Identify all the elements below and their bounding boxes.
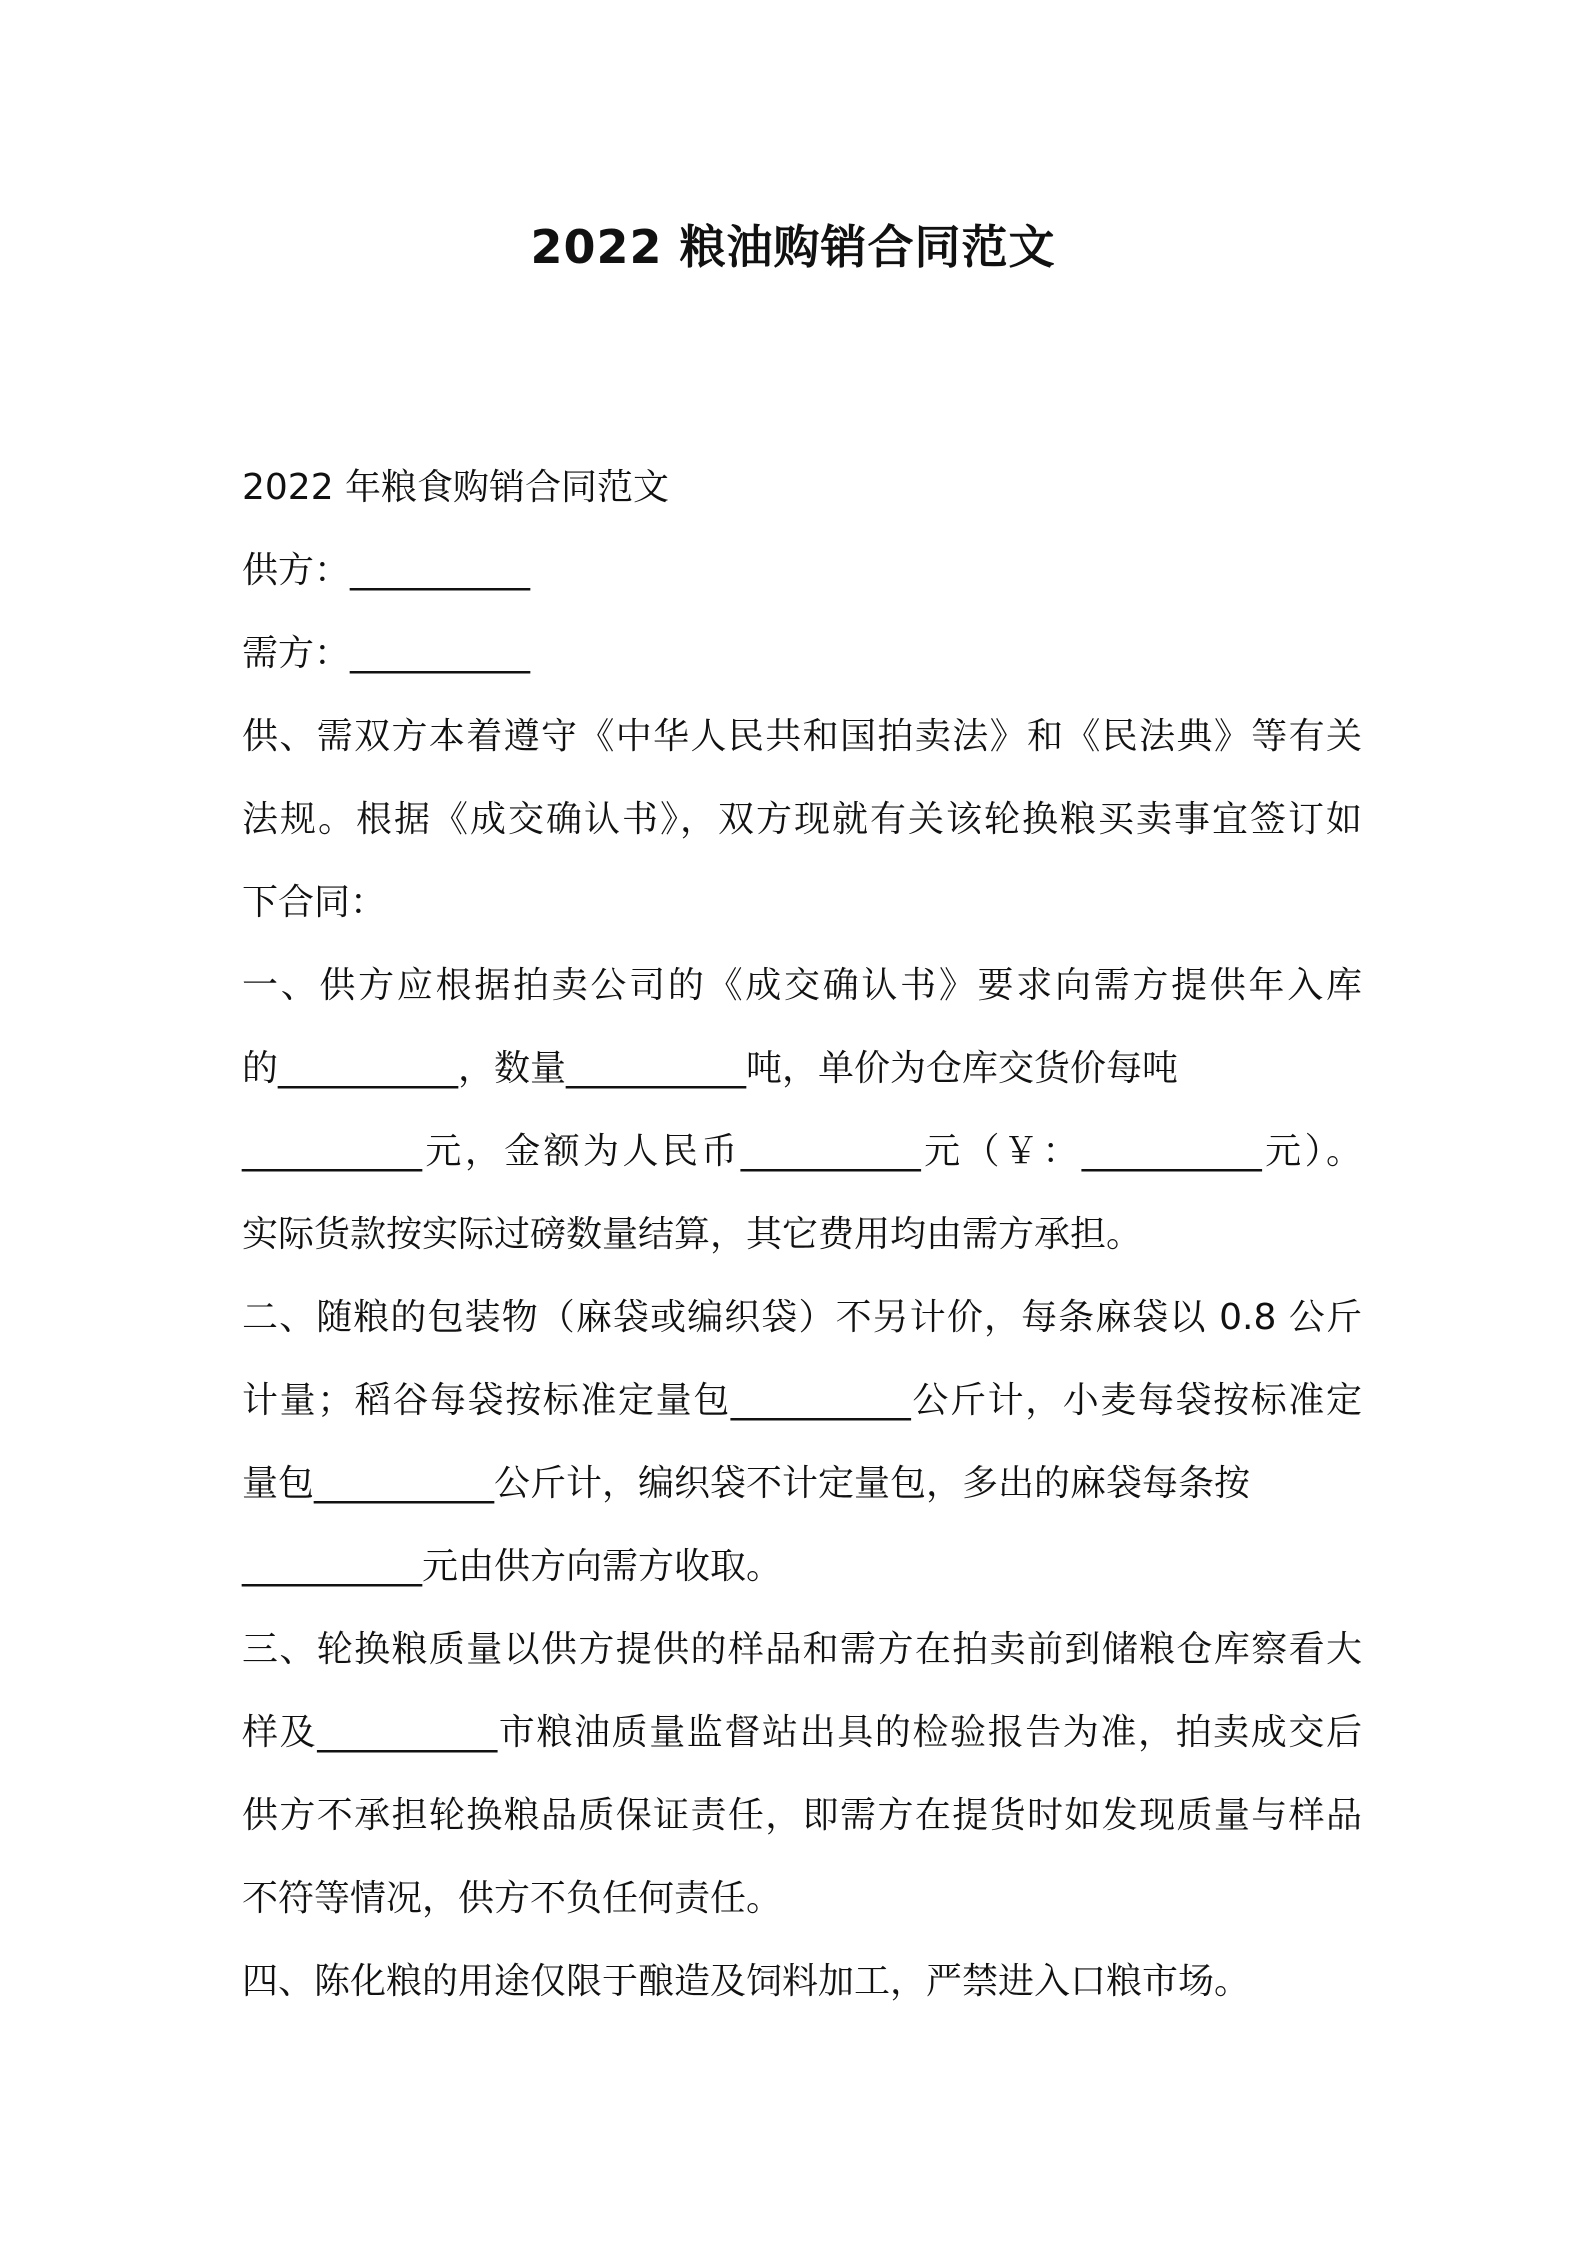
clause-2-line-1: 二、随粮的包装物（麻袋或编织袋）不另计价，每条麻袋以 0.8 公斤	[242, 1297, 1362, 1338]
clause-2-line-3: 量包__________公斤计，编织袋不计定量包，多出的麻袋每条按	[242, 1463, 1251, 1504]
clause-2-line-4: __________元由供方向需方收取。	[242, 1546, 783, 1587]
document-body	[242, 446, 1362, 2023]
clause-1-line-1: 一、供方应根据拍卖公司的《成交确认书》要求向需方提供年入库	[242, 965, 1362, 1006]
clause-1-line-4: 实际货款按实际过磅数量结算，其它费用均由需方承担。	[242, 1214, 1143, 1255]
intro-line-1: 供、需双方本着遵守《中华人民共和国拍卖法》和《民法典》等有关	[242, 716, 1362, 757]
clause-4-line-1: 四、陈化粮的用途仅限于酿造及饲料加工，严禁进入口粮市场。	[242, 1961, 1251, 2002]
clause-3-line-2: 样及__________市粮油质量监督站出具的检验报告为准，拍卖成交后	[242, 1712, 1362, 1753]
clause-2-line-2: 计量；稻谷每袋按标准定量包__________公斤计，小麦每袋按标准定	[242, 1380, 1362, 1421]
intro-line-3: 下合同：	[242, 882, 387, 923]
supplier-line: 供方：__________	[242, 550, 531, 591]
buyer-line: 需方：__________	[242, 633, 531, 674]
clause-1-line-2: 的__________，数量__________吨，单价为仓库交货价每吨	[242, 1048, 1179, 1089]
clause-3-line-3: 供方不承担轮换粮品质保证责任，即需方在提货时如发现质量与样品	[242, 1795, 1362, 1836]
subtitle-line: 2022 年粮食购销合同范文	[242, 467, 670, 508]
clause-1-line-3: __________元，金额为人民币__________元（￥：__________元）。	[242, 1131, 1362, 1172]
clause-3-line-4: 不符等情况，供方不负任何责任。	[242, 1878, 783, 1919]
intro-line-2: 法规。根据《成交确认书》，双方现就有关该轮换粮买卖事宜签订如	[242, 799, 1362, 840]
clause-3-line-1: 三、轮换粮质量以供方提供的样品和需方在拍卖前到储粮仓库察看大	[242, 1629, 1362, 1670]
document-title: 2022 粮油购销合同范文	[530, 220, 1056, 274]
